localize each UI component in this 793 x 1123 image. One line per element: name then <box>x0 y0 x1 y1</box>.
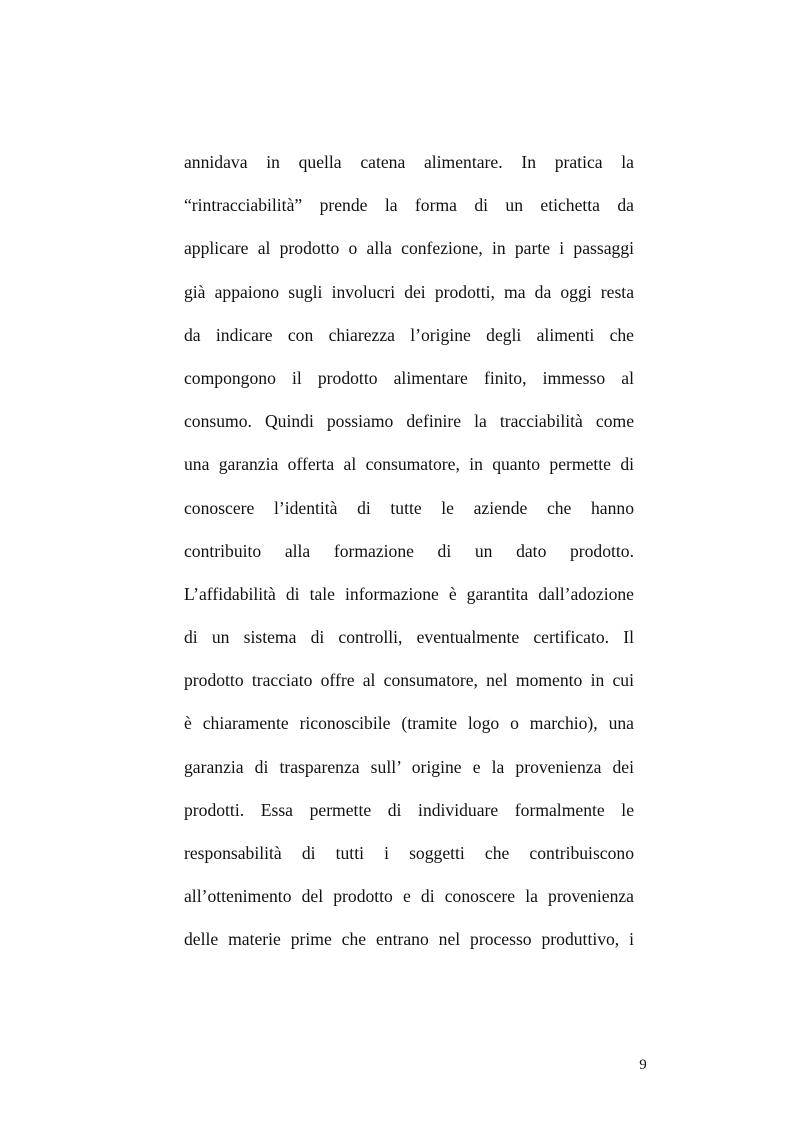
text-line: da indicare con chiarezza l’origine degli alimenti che <box>184 324 634 345</box>
text-line: conoscere l’identità di tutte le aziende che hanno <box>184 497 634 518</box>
text-line: compongono il prodotto alimentare finito, immesso al <box>184 367 634 388</box>
text-line: all’ottenimento del prodotto e di conoscere la provenienza <box>184 886 634 907</box>
text-line: applicare al prodotto o alla confezione, in parte i passaggi <box>184 238 634 259</box>
text-line: garanzia di trasparenza sull’ origine e la provenienza dei <box>184 756 634 777</box>
page-number: 9 <box>639 1057 647 1073</box>
text-line: annidava in quella catena alimentare. In pratica la <box>184 152 634 172</box>
text-line: L’affidabilità di tale informazione è garantita dall’adozione <box>184 583 634 604</box>
text-line: di un sistema di controlli, eventualmente certificato. Il <box>184 627 634 648</box>
text-line: già appaiono sugli involucri dei prodotti, ma da oggi resta <box>184 281 634 302</box>
text-line: contribuito alla formazione di un dato prodotto. <box>184 540 634 561</box>
text-line: una garanzia offerta al consumatore, in quanto permette di <box>184 454 634 475</box>
body-paragraph <box>184 147 634 968</box>
text-line: delle materie prime che entrano nel processo produttivo, i <box>184 929 634 950</box>
text-line: consumo. Quindi possiamo definire la tracciabilità come <box>184 411 634 432</box>
text-line: è chiaramente riconoscibile (tramite logo o marchio), una <box>184 713 634 734</box>
text-line: prodotto tracciato offre al consumatore, nel momento in cui <box>184 670 634 691</box>
text-line: prodotti. Essa permette di individuare formalmente le <box>184 799 634 820</box>
text-line: “rintracciabilità” prende la forma di un etichetta da <box>184 195 634 216</box>
text-line: responsabilità di tutti i soggetti che contribuiscono <box>184 843 634 863</box>
